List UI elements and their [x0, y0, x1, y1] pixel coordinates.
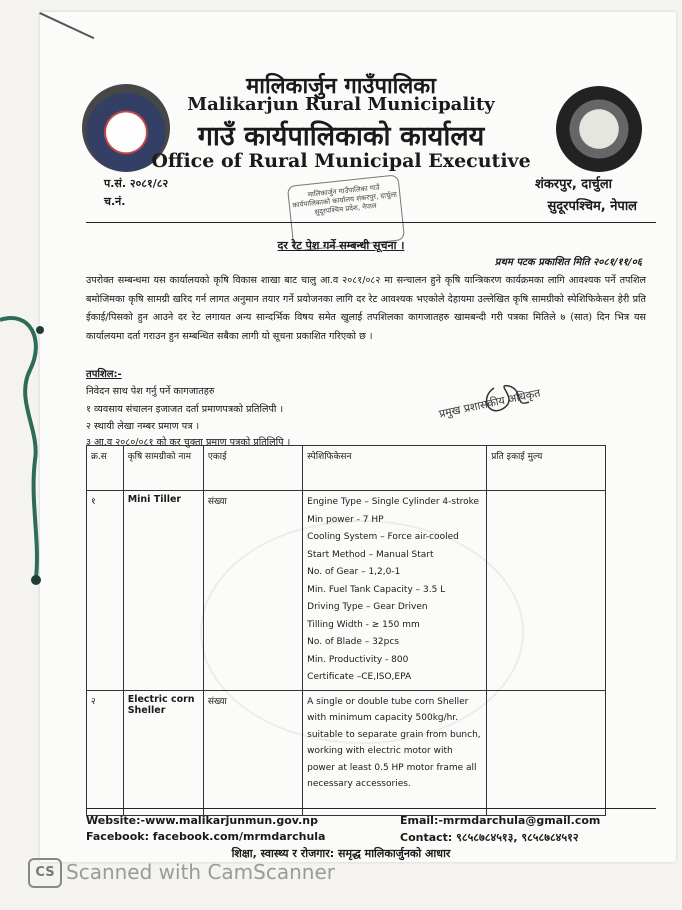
header-item-name: कृषि सामग्रीको नाम [123, 446, 203, 491]
row-sn: २ [87, 690, 124, 815]
spec-line: Start Method – Manual Start [307, 549, 434, 560]
office-location: शंकरपुर, दार्चुला [534, 177, 612, 192]
email-link[interactable]: Email:-mrmdarchula@gmail.com [400, 814, 601, 827]
notice-title: दर रेट पेश गर्ने सम्बन्धी सूचना । [277, 239, 405, 252]
row-price [487, 491, 606, 691]
reference-number: प.सं. २०८१/८२ [104, 177, 169, 190]
header-divider [86, 222, 656, 223]
spec-line: No. of Gear – 1,2,0-1 [307, 567, 401, 577]
table-row [87, 491, 606, 691]
footer-slogan: शिक्षा, स्वास्थ्य र रोजगार: समृद्ध मालिकार्जुनको आधार [231, 847, 451, 860]
dispatch-number: च.नं. [104, 195, 126, 208]
document-item: २ स्थायी लेखा नम्बर प्रमाण पत्र । [86, 421, 200, 432]
office-province: सुदूरपश्चिम, नेपाल [547, 199, 637, 214]
table-row [87, 690, 606, 815]
spec-line: Certificate –CE,ISO,EPA [307, 672, 412, 682]
row-unit: संख्या [203, 491, 302, 691]
row-sn: १ [87, 491, 124, 691]
header-sn: क्र.स [87, 446, 124, 491]
notice-body: उपरोक्त सम्बन्धमा यस कार्यालयको कृषि विकास शाखा बाट चालु आ.व २०८१/०८२ मा सन्चालन हुने कृषि यान्त्रिकरण कार्यक्रमका लागि आवश्यक पर्ने तपशिल बमोजिमका कृषि सामग्री खरिद गर्न लागत अनुमान तयार गर्ने प्रयोजनका लागि दर रेट आवश्यक भएकोले देहायमा उल्लेखित कृषि सामग्रीको स्पेशिफिकेसन हेरी प्रति ईकाई/पिसको हुन आउने दर रेट लगायत अन्य सान्दर्भिक विषय समेत खुलाई तपशिलका कागजातहरु खामबन्दी गरी पत्रका मितिले ७ (सात) दिन भित्र यस कार्यालयमा दर्ता गराउन हुन सम्बन्धित सबैका लागी यो सूचना प्रकाशित गरिएको छ । [86, 275, 646, 342]
document-item: १ व्यवसाय संचालन इजाजत दर्ता प्रमाणपत्रको प्रतिलिपी । [86, 404, 284, 415]
spec-line: Cooling System – Force air-cooled [307, 532, 459, 542]
camscanner-watermark-text: Scanned with CamScanner [66, 860, 335, 884]
row-item-name: Mini Tiller [123, 491, 203, 691]
row-unit: संख्या [203, 690, 302, 815]
header-unit-price: प्रति इकाई मुल्य [487, 446, 606, 491]
table-header-row [87, 446, 606, 491]
page-fold [26, 12, 94, 66]
first-published-date: प्रथम पटक प्रकाशित मिति २०८१/११/०६ [494, 257, 642, 268]
row-item-name: Electric corn Sheller [123, 690, 203, 815]
municipality-title-nepali: मालिकार्जुन गाउँपालिका [246, 74, 436, 99]
required-documents-label: निवेदन साथ पेश गर्नु पर्ने कागजातहरु [86, 386, 215, 397]
spec-line: Min. Fuel Tank Capacity – 3.5 L [307, 584, 446, 595]
spec-line: Min power - 7 HP [307, 514, 384, 525]
office-title-nepali: गाउँ कार्यपालिकाको कार्यालय [197, 121, 485, 152]
signatory-title: प्रमुख प्रशासकीय अधिकृत [437, 386, 542, 421]
spec-line: Driving Type – Gear Driven [307, 602, 428, 612]
contact-numbers: Contact: ९८५८७८४५१३, ९८५८७८४५१२ [400, 831, 579, 844]
spec-line: No. of Blade – 32pcs [307, 637, 399, 647]
header-unit: एकाई [203, 446, 302, 491]
spec-line: Engine Type – Single Cylinder 4-stroke [307, 497, 480, 507]
header-specification: स्पेशिफिकेसन [303, 446, 487, 491]
document-item: ३ आ.व २०८०/०८१ को कर चुक्ता प्रमाण पत्रको प्रतिलिपि । [86, 437, 291, 448]
spec-line: Tilling Width - ≥ 150 mm [307, 619, 420, 630]
spec-line: Min. Productivity - 800 [307, 654, 409, 665]
municipality-title-english: Malikarjun Rural Municipality [187, 94, 495, 115]
camscanner-logo: CS [28, 858, 62, 888]
materials-table [86, 445, 606, 816]
tapasil-label: तपशिल:- [86, 369, 122, 380]
office-title-english: Office of Rural Municipal Executive [151, 150, 531, 172]
website-link[interactable]: Website:-www.malikarjunmun.gov.np [86, 814, 318, 827]
footer-divider [86, 808, 656, 809]
row-price [487, 690, 606, 815]
facebook-link[interactable]: Facebook: facebook.com/mrmdarchula [86, 830, 326, 843]
row-specification [303, 491, 487, 691]
office-stamp: मालिकार्जुन गाउँपालिका गाउँ कार्यपालिकाको कार्यालय शंकरपुर, दार्चुला सुदूरपश्चिम प्रदेश, नेपाल [287, 174, 405, 251]
row-specification: A single or double tube corn Sheller with minimum capacity 500kg/hr. suitable to separate grain from bunch, working with electric motor with power at least 0.5 HP motor frame all necessary accessories. [303, 690, 487, 815]
